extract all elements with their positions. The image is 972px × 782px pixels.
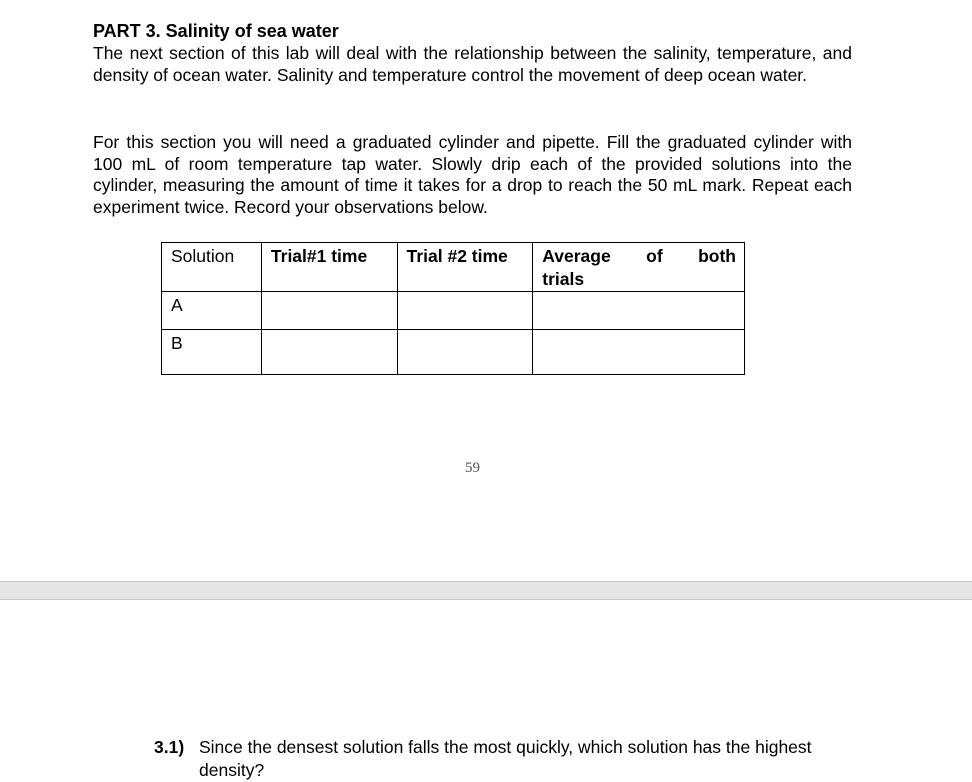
question-number: 3.1) <box>154 737 185 757</box>
header-average-word-3: both <box>698 246 736 266</box>
instructions-paragraph: For this section you will need a graduated cylinder and pipette. Fill the graduated cylinder with 100 mL of room temperature tap water. Slowly drip each of the provided solutions into the cylinder, measuring the amount of time it takes for a drop to reach the 50 mL mark. Repeat each experiment twice. Record your observations below. <box>93 132 852 217</box>
table-header-row <box>162 243 745 292</box>
next-document-page <box>0 600 972 782</box>
row-b-solution: B <box>162 330 262 375</box>
header-average-line-2: trials <box>542 269 585 289</box>
row-a-solution: A <box>162 292 262 330</box>
intro-paragraph: The next section of this lab will deal with the relationship between the salinity, temperature, and density of ocean water. Salinity and temperature control the movement of deep ocean water. <box>93 43 852 85</box>
page-break-separator <box>0 581 972 600</box>
section-title: PART 3. Salinity of sea water <box>93 21 339 41</box>
header-average-word-2: of <box>646 246 663 266</box>
table-row <box>162 292 745 330</box>
row-b-trial-1-cell[interactable] <box>261 330 397 375</box>
row-b-average-cell[interactable] <box>533 330 745 375</box>
row-b-trial-2-cell[interactable] <box>397 330 533 375</box>
header-solution: Solution <box>162 243 262 292</box>
row-a-trial-2-cell[interactable] <box>397 292 533 330</box>
observations-table <box>161 242 745 375</box>
row-a-average-cell[interactable] <box>533 292 745 330</box>
question-3-1 <box>154 736 834 782</box>
table-row <box>162 330 745 375</box>
question-text: Since the densest solution falls the most quickly, which solution has the highest density? <box>199 737 812 780</box>
page-number: 59 <box>465 460 480 476</box>
row-a-trial-1-cell[interactable] <box>261 292 397 330</box>
header-trial-2: Trial #2 time <box>397 243 533 292</box>
header-trial-1: Trial#1 time <box>261 243 397 292</box>
header-average-word-1: Average <box>542 246 611 266</box>
header-average <box>533 243 745 292</box>
